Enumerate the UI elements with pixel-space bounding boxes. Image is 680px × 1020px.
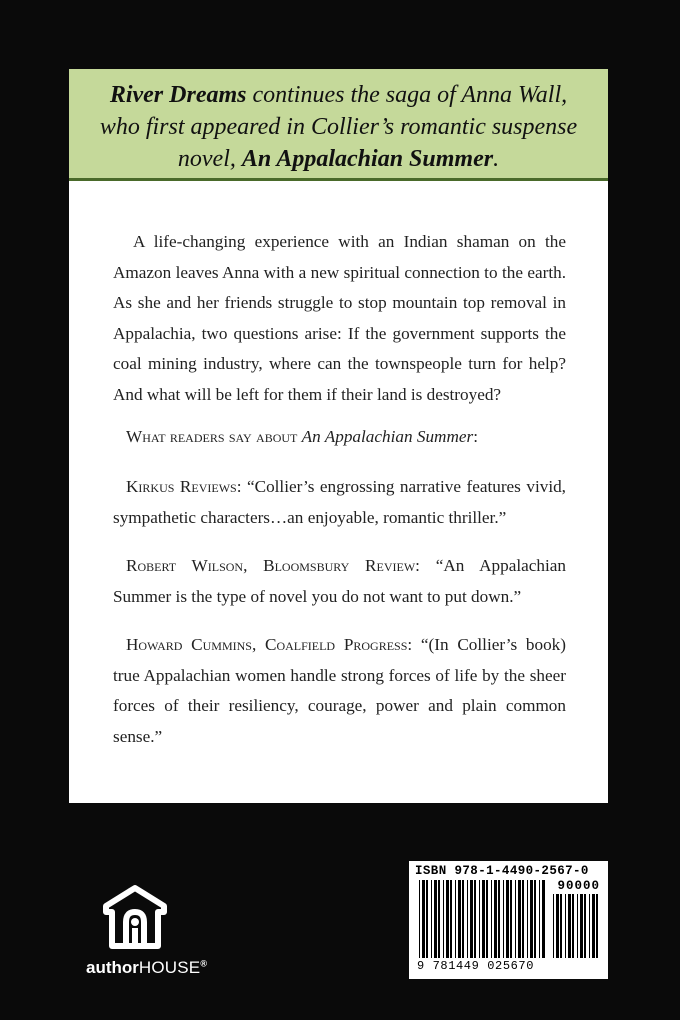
barcode-bar [458, 880, 461, 958]
review-source: Howard Cummins, Coalfield Progress [126, 635, 408, 654]
tagline-line-3: novel, An Appalachian Summer. [177, 146, 500, 172]
barcode-bar [553, 894, 554, 958]
barcode-bar [577, 894, 578, 958]
barcode-bar [542, 880, 545, 958]
barcode-bar [467, 880, 468, 958]
barcode-bar [522, 880, 524, 958]
barcode-bar [431, 880, 432, 958]
review-quote [113, 630, 566, 752]
barcode-bar [506, 880, 509, 958]
price-code: 90000 [557, 879, 600, 893]
review-source: Kirkus Reviews [126, 477, 237, 496]
barcode-bar [572, 894, 574, 958]
barcode-bar [446, 880, 449, 958]
barcode-bar [560, 894, 562, 958]
barcode-bar [426, 880, 428, 958]
barcode-bar [438, 880, 440, 958]
barcode-bar [539, 880, 540, 958]
barcode-bar [556, 894, 559, 958]
barcode-bar [479, 880, 480, 958]
barcode-bar [515, 880, 516, 958]
tagline-line-2: who first appeared in Collier’s romantic suspense [99, 114, 578, 140]
barcode-bar [534, 880, 536, 958]
barcode-bar [518, 880, 521, 958]
barcode-bar [527, 880, 528, 958]
tagline-line-1: River Dreams continues the saga of Anna Wall, [109, 82, 568, 108]
barcode-bar [510, 880, 512, 958]
barcode-icon [415, 880, 602, 960]
review-text: : “Collier’s engrossing narrative features vivid, sympathetic characters…an enjoyable, romantic thriller.” [113, 477, 566, 527]
barcode-bar [589, 894, 590, 958]
barcode-bar [491, 880, 492, 958]
barcode-bar [462, 880, 464, 958]
barcode-bar [443, 880, 444, 958]
barcode-bar [474, 880, 476, 958]
barcode-bar [486, 880, 488, 958]
isbn-label: ISBN 978-1-4490-2567-0 [415, 864, 589, 878]
barcode-bar [596, 894, 598, 958]
publisher-name: authorHOUSE® [86, 958, 207, 977]
barcode-bar [482, 880, 485, 958]
barcode-bar [498, 880, 500, 958]
barcode-bar [565, 894, 566, 958]
book-blurb: A life-changing experience with an Indian shaman on the Amazon leaves Anna with a new spiritual connection to the earth. As she and her friends struggle to stop mountain top removal in Appalachia, two questions arise: If the government supports the coal mining industry, where can the townspeople turn for help? And what will be left for them if their land is destroyed? [113, 232, 566, 404]
barcode-bar [470, 880, 473, 958]
barcode-bar [434, 880, 437, 958]
review-text: : “An Appalachian Summer is the type of novel you do not want to put down.” [113, 556, 566, 606]
readers-heading: What readers say about An Appalachian Summer: [126, 427, 478, 446]
review-quote [113, 551, 566, 612]
barcode-bar [530, 880, 533, 958]
barcode-bar [455, 880, 456, 958]
barcode-bar [568, 894, 571, 958]
barcode-bar [503, 880, 504, 958]
isbn-barcode [409, 861, 608, 979]
barcode-bar [450, 880, 452, 958]
description-panel [69, 181, 608, 803]
barcode-bar [584, 894, 586, 958]
review-text: : “(In Collier’s book) true Appalachian women handle strong forces of life by the sheer forces of their resiliency, courage, power and plain common sense.” [113, 635, 566, 746]
barcode-digits: 9 781449 025670 [417, 959, 535, 973]
publisher-logo [86, 882, 226, 982]
barcode-bar [494, 880, 497, 958]
barcode-bar [580, 894, 583, 958]
review-source: Robert Wilson, Bloomsbury Review [126, 556, 416, 575]
authorhouse-logo-icon [96, 882, 174, 954]
barcode-bar [419, 880, 420, 958]
barcode-bar [422, 880, 425, 958]
tagline-banner [69, 69, 608, 181]
barcode-bar [592, 894, 595, 958]
review-quote [113, 472, 566, 533]
